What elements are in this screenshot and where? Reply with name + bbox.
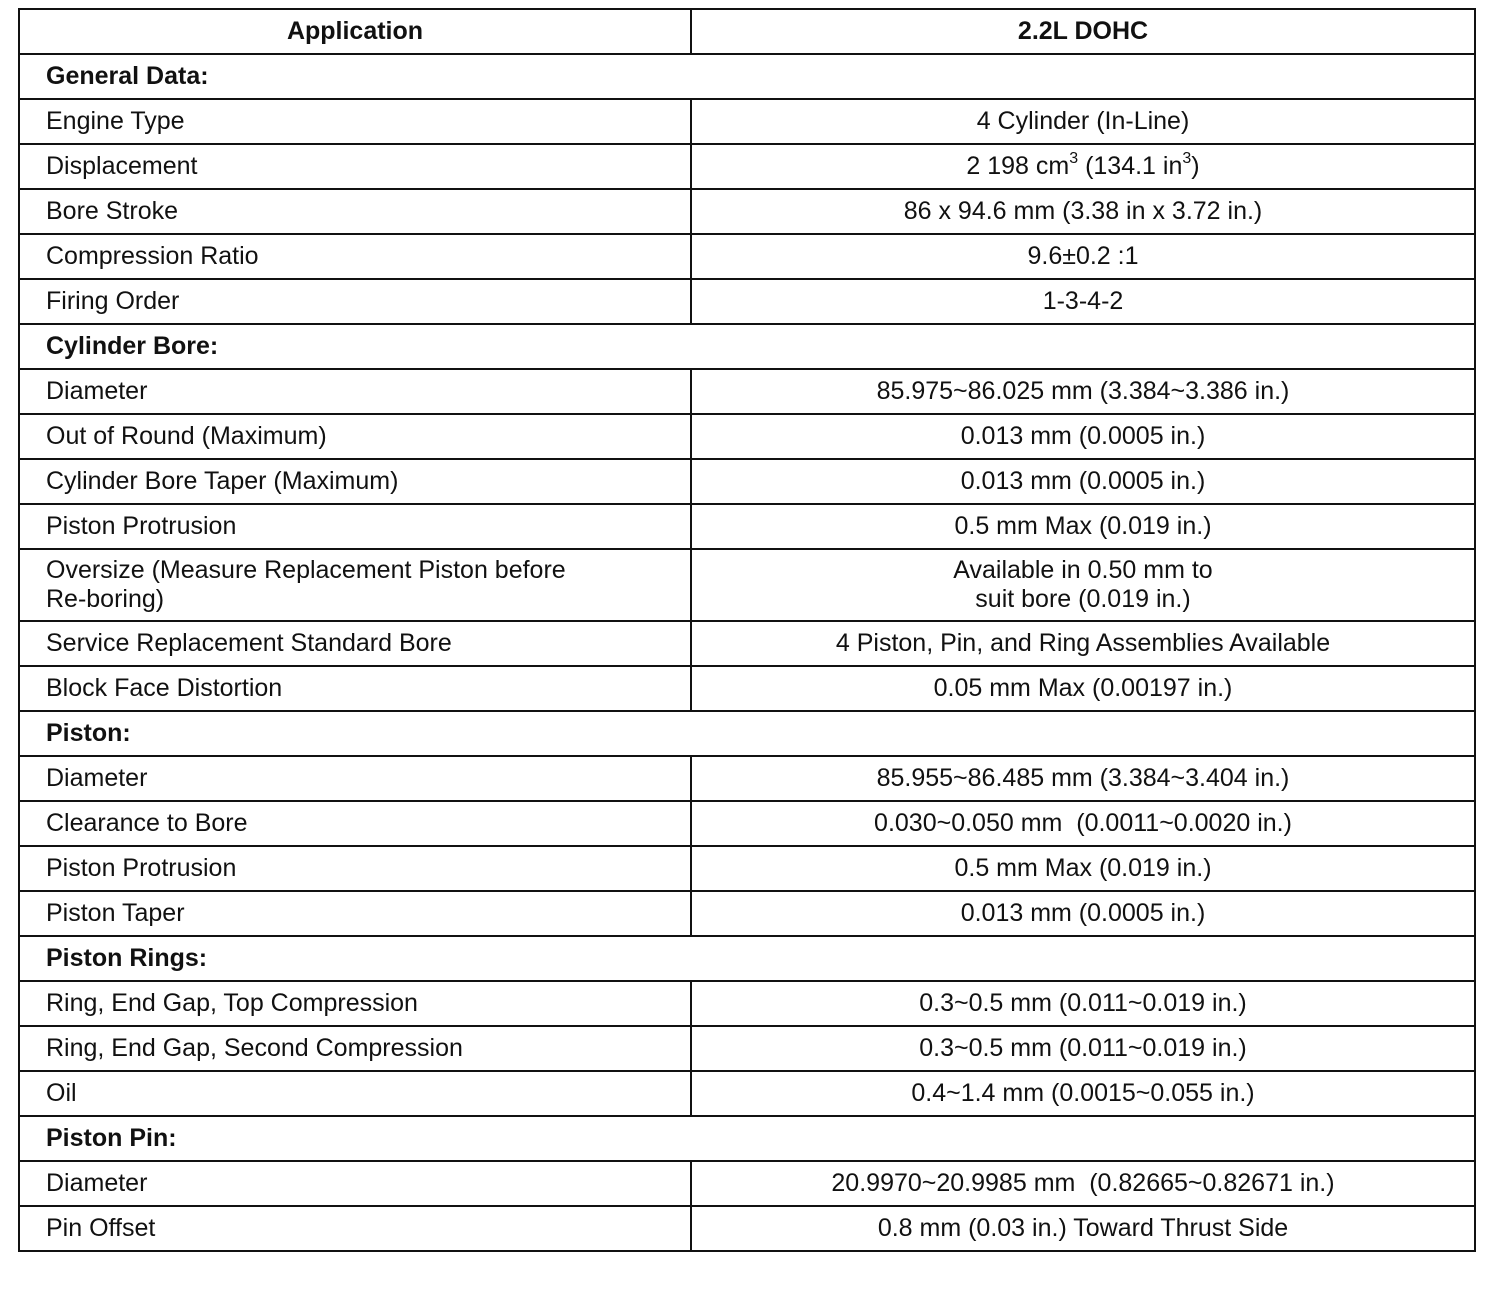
section-title: Piston Pin: (19, 1116, 1475, 1161)
row-value (691, 549, 1475, 621)
row-value: 0.3~0.5 mm (0.011~0.019 in.) (691, 981, 1475, 1026)
table-row (19, 981, 1475, 1026)
table-row (19, 369, 1475, 414)
section-row-cylinder-bore (19, 324, 1475, 369)
section-title: Piston Rings: (19, 936, 1475, 981)
value-line: suit bore (0.019 in.) (975, 585, 1191, 613)
row-value: 0.8 mm (0.03 in.) Toward Thrust Side (691, 1206, 1475, 1251)
row-value: 20.9970~20.9985 mm (0.82665~0.82671 in.) (691, 1161, 1475, 1206)
label-line: Re-boring) (46, 585, 165, 613)
table-row (19, 1206, 1475, 1251)
row-label: Compression Ratio (19, 234, 691, 279)
header-engine: 2.2L DOHC (691, 9, 1475, 54)
table-row (19, 549, 1475, 621)
value-line: Available in 0.50 mm to (953, 556, 1213, 584)
row-label: Out of Round (Maximum) (19, 414, 691, 459)
row-label: Diameter (19, 756, 691, 801)
label-line: Oversize (Measure Replacement Piston before (46, 556, 566, 584)
value-part: 2 198 cm (966, 152, 1070, 180)
table-row (19, 666, 1475, 711)
section-row-piston-pin (19, 1116, 1475, 1161)
section-row-piston-rings (19, 936, 1475, 981)
header-row (19, 9, 1475, 54)
section-row-general (19, 54, 1475, 99)
section-row-piston (19, 711, 1475, 756)
row-label: Service Replacement Standard Bore (19, 621, 691, 666)
table-row (19, 414, 1475, 459)
value-part: ) (1191, 152, 1200, 180)
row-value: 85.955~86.485 mm (3.384~3.404 in.) (691, 756, 1475, 801)
table-row (19, 279, 1475, 324)
row-value: 0.5 mm Max (0.019 in.) (691, 846, 1475, 891)
table-row (19, 504, 1475, 549)
row-value: 0.013 mm (0.0005 in.) (691, 414, 1475, 459)
header-application: Application (19, 9, 691, 54)
section-title: General Data: (19, 54, 1475, 99)
row-value: 0.5 mm Max (0.019 in.) (691, 504, 1475, 549)
row-value: 0.4~1.4 mm (0.0015~0.055 in.) (691, 1071, 1475, 1116)
section-title: Cylinder Bore: (19, 324, 1475, 369)
table-row (19, 1071, 1475, 1116)
row-value: 0.013 mm (0.0005 in.) (691, 891, 1475, 936)
row-label: Piston Taper (19, 891, 691, 936)
value-superscript: 3 (1069, 149, 1079, 167)
row-value: 4 Cylinder (In-Line) (691, 99, 1475, 144)
table-row (19, 756, 1475, 801)
table-row (19, 459, 1475, 504)
value-superscript: 3 (1182, 149, 1192, 167)
row-label: Piston Protrusion (19, 504, 691, 549)
row-label: Block Face Distortion (19, 666, 691, 711)
row-label: Oil (19, 1071, 691, 1116)
row-value: 1-3-4-2 (691, 279, 1475, 324)
row-label: Diameter (19, 1161, 691, 1206)
row-label: Diameter (19, 369, 691, 414)
row-value: 0.013 mm (0.0005 in.) (691, 459, 1475, 504)
spec-table (18, 8, 1476, 1252)
row-label: Engine Type (19, 99, 691, 144)
row-value: 4 Piston, Pin, and Ring Assemblies Available (691, 621, 1475, 666)
row-label: Ring, End Gap, Top Compression (19, 981, 691, 1026)
row-label: Clearance to Bore (19, 801, 691, 846)
row-value: 0.05 mm Max (0.00197 in.) (691, 666, 1475, 711)
table-row (19, 99, 1475, 144)
value-part: (134.1 in (1078, 152, 1183, 180)
table-row (19, 1161, 1475, 1206)
row-label: Ring, End Gap, Second Compression (19, 1026, 691, 1071)
row-value: 85.975~86.025 mm (3.384~3.386 in.) (691, 369, 1475, 414)
row-value: 86 x 94.6 mm (3.38 in x 3.72 in.) (691, 189, 1475, 234)
table-row (19, 846, 1475, 891)
row-value (691, 144, 1475, 189)
table-row (19, 891, 1475, 936)
row-label: Firing Order (19, 279, 691, 324)
row-label: Piston Protrusion (19, 846, 691, 891)
table-row (19, 801, 1475, 846)
table-row (19, 189, 1475, 234)
table-row (19, 1026, 1475, 1071)
row-label (19, 549, 691, 621)
row-label: Bore Stroke (19, 189, 691, 234)
table-row (19, 234, 1475, 279)
row-value: 0.3~0.5 mm (0.011~0.019 in.) (691, 1026, 1475, 1071)
row-label: Displacement (19, 144, 691, 189)
row-label: Cylinder Bore Taper (Maximum) (19, 459, 691, 504)
row-label: Pin Offset (19, 1206, 691, 1251)
table-row (19, 621, 1475, 666)
table-row (19, 144, 1475, 189)
section-title: Piston: (19, 711, 1475, 756)
row-value: 9.6±0.2 :1 (691, 234, 1475, 279)
row-value: 0.030~0.050 mm (0.0011~0.0020 in.) (691, 801, 1475, 846)
